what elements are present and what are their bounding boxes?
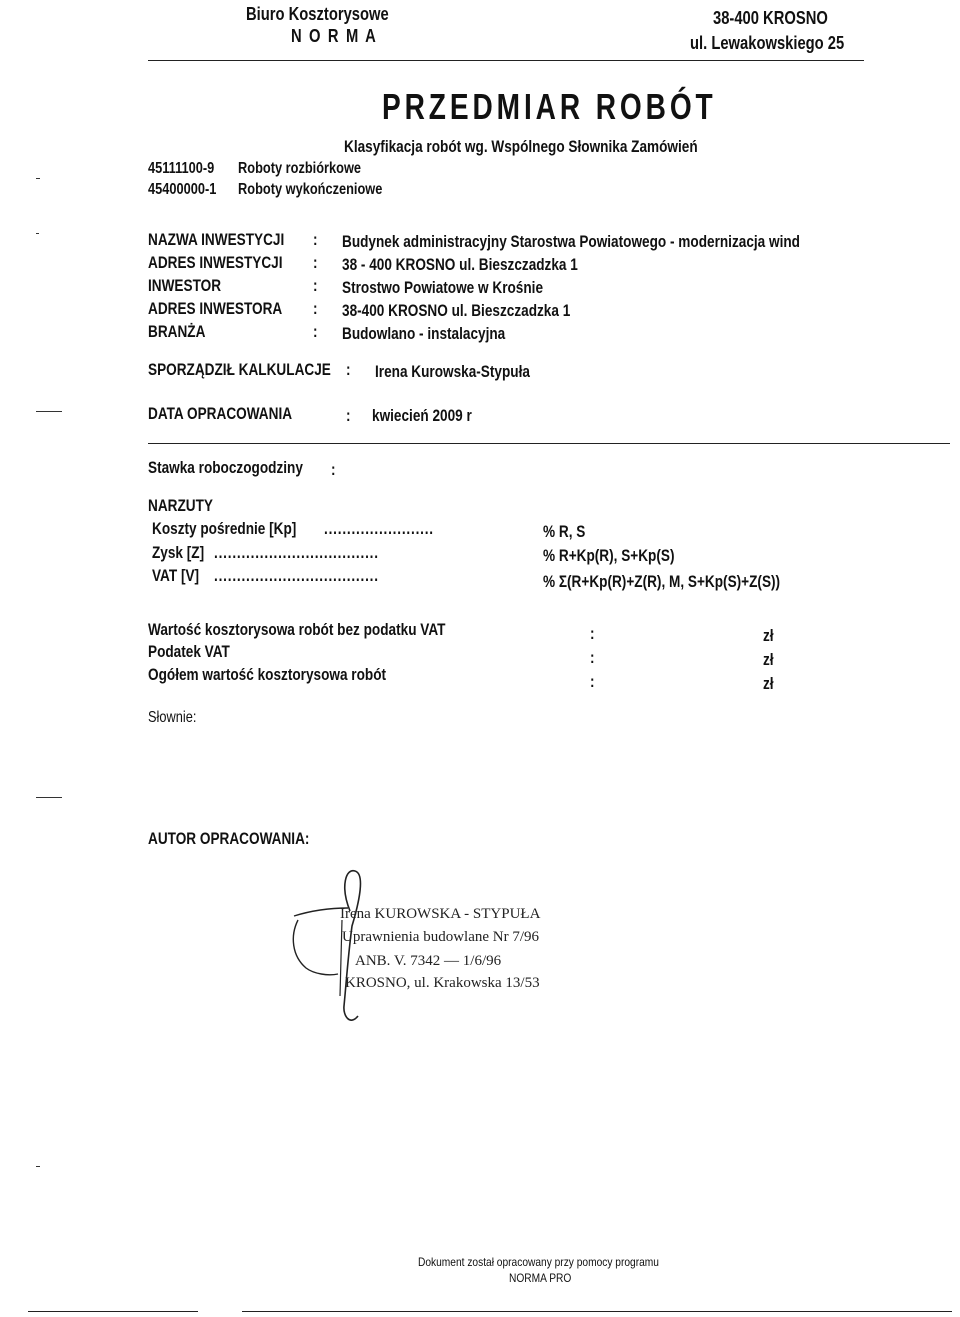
branch-sep: : (313, 322, 318, 341)
date-value: kwiecień 2009 r (372, 406, 472, 425)
investment-address-label: ADRES INWESTYCJI (148, 253, 283, 272)
class-code-1: 45111100-9 (148, 160, 215, 177)
investment-address-sep: : (313, 253, 318, 272)
footer-program: NORMA PRO (509, 1271, 572, 1285)
office-name: Biuro Kosztorysowe (246, 4, 389, 24)
date-sep: : (346, 406, 351, 425)
margin-mark (36, 1166, 40, 1167)
footer-rule-right (242, 1311, 952, 1312)
branch-label: BRANŻA (148, 322, 206, 341)
footer-rule-left (28, 1311, 198, 1312)
total-gross-unit: zł (763, 674, 774, 693)
class-code-2: 45400000-1 (148, 181, 217, 198)
investor-address-value: 38-400 KROSNO ul. Bieszczadzka 1 (342, 301, 571, 320)
investment-name-sep: : (313, 230, 318, 249)
header-divider (148, 60, 864, 61)
investor-address-sep: : (313, 299, 318, 318)
prepared-by-label: SPORZĄDZIŁ KALKULACJE (148, 360, 331, 379)
total-vat-sep: : (590, 648, 595, 667)
total-net-sep: : (590, 624, 595, 643)
investment-address-value: 38 - 400 KROSNO ul. Bieszczadzka 1 (342, 255, 578, 274)
branch-value: Budowlano - instalacyjna (342, 324, 506, 343)
prepared-by-sep: : (346, 360, 351, 379)
margin-mark (36, 233, 39, 234)
rate-sep: : (331, 460, 336, 479)
investor-sep: : (313, 276, 318, 295)
date-label: DATA OPRACOWANIA (148, 404, 293, 423)
total-net-label: Wartość kosztorysowa robót bez podatku VAT (148, 620, 446, 639)
stamp-line-2: Uprawnienia budowlane Nr 7/96 (342, 929, 540, 945)
footer-note: Dokument został opracowany przy pomocy programu (418, 1255, 659, 1269)
rate-label: Stawka roboczogodziny (148, 458, 303, 477)
total-vat-unit: zł (763, 650, 774, 669)
investor-label: INWESTOR (148, 276, 222, 295)
office-city: 38-400 KROSNO (713, 8, 828, 28)
markup-dots-z: .................................... (214, 543, 379, 562)
markup-dots-vat: .................................... (214, 566, 379, 585)
total-gross-label: Ogółem wartość kosztorysowa robót (148, 665, 387, 684)
markup-label-kp: Koszty pośrednie [Kp] (152, 519, 297, 538)
margin-mark (36, 797, 62, 798)
author-label: AUTOR OPRACOWANIA: (148, 829, 310, 848)
author-stamp (280, 856, 620, 1031)
markup-label-vat: VAT [V] (152, 566, 200, 585)
investor-address-label: ADRES INWESTORA (148, 299, 283, 318)
date-divider (148, 443, 950, 444)
stamp-line-1: Irena KUROWSKA - STYPUŁA (340, 906, 541, 922)
total-net-unit: zł (763, 626, 774, 645)
total-vat-label: Podatek VAT (148, 642, 230, 661)
stamp-line-3: ANB. V. 7342 — 1/6/96 (355, 953, 502, 969)
in-words-label: Słownie: (148, 709, 197, 726)
investment-name-value: Budynek administracyjny Starostwa Powiatowego - modernizacja wind (342, 232, 800, 251)
page-title: PRZEDMIAR ROBÓT (382, 86, 717, 127)
total-gross-sep: : (590, 672, 595, 691)
markup-basis-kp: % R, S (543, 522, 586, 541)
office-brand: N O R M A (291, 26, 378, 46)
markup-basis-z: % R+Kp(R), S+Kp(S) (543, 546, 675, 565)
investor-value: Strostwo Powiatowe w Krośnie (342, 278, 544, 297)
markup-label-z: Zysk [Z] (152, 543, 205, 562)
classification-heading: Klasyfikacja robót wg. Wspólnego Słownika Zamówień (344, 137, 698, 156)
class-name-2: Roboty wykończeniowe (238, 181, 383, 198)
class-name-1: Roboty rozbiórkowe (238, 160, 362, 177)
markup-dots-kp: ........................ (324, 519, 434, 538)
office-street: ul. Lewakowskiego 25 (690, 33, 845, 53)
markups-heading: NARZUTY (148, 496, 213, 515)
margin-mark (36, 411, 62, 412)
margin-mark (36, 178, 40, 179)
markup-basis-vat: % Σ(R+Kp(R)+Z(R), M, S+Kp(S)+Z(S)) (543, 572, 781, 591)
investment-name-label: NAZWA INWESTYCJI (148, 230, 285, 249)
prepared-by-value: Irena Kurowska-Stypuła (375, 362, 530, 381)
stamp-line-4: KROSNO, ul. Krakowska 13/53 (345, 975, 540, 991)
